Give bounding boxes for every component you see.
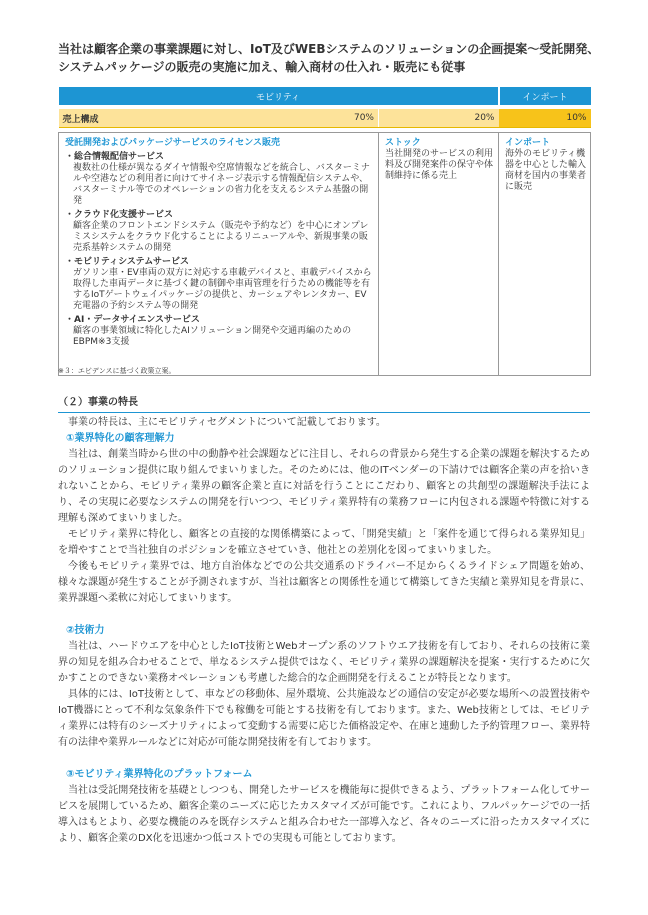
footnote: ※３：エビデンスに基づく政策立案。 [58, 367, 176, 375]
service-item-body: 顧客企業のフロントエンドシステム（販売や予約など）を中心にオンプレミスシステムをクラウド化することによるリニューアルや、新規事業の販売系基幹システムの開発 [73, 221, 369, 253]
stock-title: ストック [385, 138, 421, 148]
subsection-heading: ①業界特化の顧客理解力 [66, 433, 175, 444]
license-sales-title: 受託開発およびパッケージサービスのライセンス販売 [65, 138, 281, 148]
service-item [65, 210, 374, 254]
import-body: 海外のモビリティ機器を中心とした輸入商材を国内の事業者に販売 [505, 149, 587, 192]
paragraph: 当社は、創業当時から世の中の動静や社会課題などに注目し、それらの背景から発生する企業の課題を解決するためのソリューション提供に取り組んでまいりました。そのためには、他のITベンダーの下請けでは顧客企業の声を拾いきれないことから、モビリティ業界の顧客企業と直に対話を行うことにこだわり、顧客との共創型の課題解決手法により、その実現に必要なシステムの開発を行いつつ、モビリティ業界特有の業務フローに内包される課題や特徴に対する理解も深めてまいりました。 [58, 449, 590, 524]
service-item-title: ・モビリティシステムサービス [65, 257, 190, 267]
stock-box [379, 133, 499, 376]
service-item-body: ガソリン車・EV車両の双方に対応する車載デバイスと、車載デバイスから取得した車両データに基づく鍵の制御や車両管理を行うための機能等を有するIoTゲートウェイパッケージの提供と、カーシェアやレンタカー、EV充電器の予約システム等の開発 [73, 268, 372, 311]
service-item-body: 複数社の仕様が異なるダイヤ情報や空席情報などを統合し、バスターミナルや空港などの利用者に向けてサイネージ表示する情報配信システムや、バスターミナル等でのオペレーションの省力化を支えるシステム基盤の開発 [73, 163, 370, 206]
intro-line-2: システムパッケージの販売の実施に加え、輸入商材の仕入れ・販売にも従事 [58, 60, 466, 74]
paragraph: モビリティ業界に特化し、顧客との直接的な関係構築によって、「開発実績」と「案件を通じて得られる業界知見」を増やすことで当社独自のポジションを確立させていき、他社との差別化を図ってまいりました。 [58, 529, 590, 556]
paragraph: 当社は、ハードウエアを中心としたIoT技術とWebオープン系のソフトウエア技術を有しており、それらの技術に業界の知見を組み合わせることで、単なるシステム提供ではなく、モビリティ業界の課題解決を提案・実行するために欠かすことのできない業務オペレーションも考慮した総合的な企画開発を行えることが特長となります。 [58, 641, 590, 684]
section-title: （２）事業の特長 [58, 395, 590, 413]
intro-text [58, 40, 608, 76]
sales-share-mobility-main: 70% [119, 109, 379, 128]
service-item [65, 315, 374, 348]
subsection-heading: ②技術力 [66, 625, 105, 636]
features-section [58, 395, 590, 847]
license-sales-box [59, 133, 379, 376]
import-box [499, 133, 591, 376]
paragraph: 具体的には、IoT技術として、車などの移動体、屋外環境、公共施設などの通信の安定が必要な場所への設置技術やIoT機器にとって不利な気象条件下でも稼働を可能とする技術を有しております。また、Web技術としては、モビリティ業界には特有のシーズナリティによって変動する需要に応じた価格設定や、在庫と連動した予約管理フロー、業界特有の法律や業界ルールなどに対応が可能な開発技術を有しております。 [58, 689, 590, 748]
sales-share-stock: 20% [379, 109, 499, 128]
import-header: インポート [499, 87, 591, 105]
paragraph: 当社は受託開発技術を基礎としつつも、開発したサービスを機能毎に提供できるよう、プラットフォーム化してサービスを展開しているため、顧客企業のニーズに応じたカスタマイズが可能です。これにより、フルパッケージでの一括導入はもとより、必要な機能のみを既存システムと組み合わせた一部導入など、各々のニーズに沿ったカスタマイズにより、顧客企業のDX化を迅速かつ低コストでの実現も可能としております。 [58, 785, 590, 844]
service-item-title: ・クラウド化支援サービス [65, 210, 174, 220]
service-item [65, 257, 374, 312]
paragraph: 今後もモビリティ業界では、地方自治体などでの公共交通系のドライバー不足からくるライドシェア問題を始め、様々な課題が発生することが予測されますが、当社は顧客との関係性を通じて構築してきた実績と業界知見を背景に、業界課題へ柔軟に対応してまいります。 [58, 561, 590, 604]
service-item-title: ・AI・データサイエンスサービス [65, 315, 200, 325]
stock-body: 当社開発のサービスの利用料及び開発案件の保守や体制維持に係る売上 [385, 149, 494, 181]
sales-composition-label: 売上構成 [59, 109, 119, 128]
service-item-title: ・総合情報配信サービス [65, 152, 165, 162]
import-title: インポート [505, 138, 551, 148]
mobility-header: モビリティ [59, 87, 499, 105]
section-intro: 事業の特長は、主にモビリティセグメントについて記載しております。 [68, 417, 386, 428]
segment-table [58, 87, 591, 376]
service-item [65, 152, 374, 207]
service-item-body: 顧客の事業領域に特化したAIソリューション開発や交通再編のためのEBPM※3支援 [73, 326, 352, 347]
subsection-heading: ③モビリティ業界特化のプラットフォーム [66, 769, 253, 780]
intro-line-1: 当社は顧客企業の事業課題に対し、IoT及びWEBシステムのソリューションの企画提案〜受託開発、 [58, 42, 600, 56]
sales-share-import: 10% [499, 109, 591, 128]
